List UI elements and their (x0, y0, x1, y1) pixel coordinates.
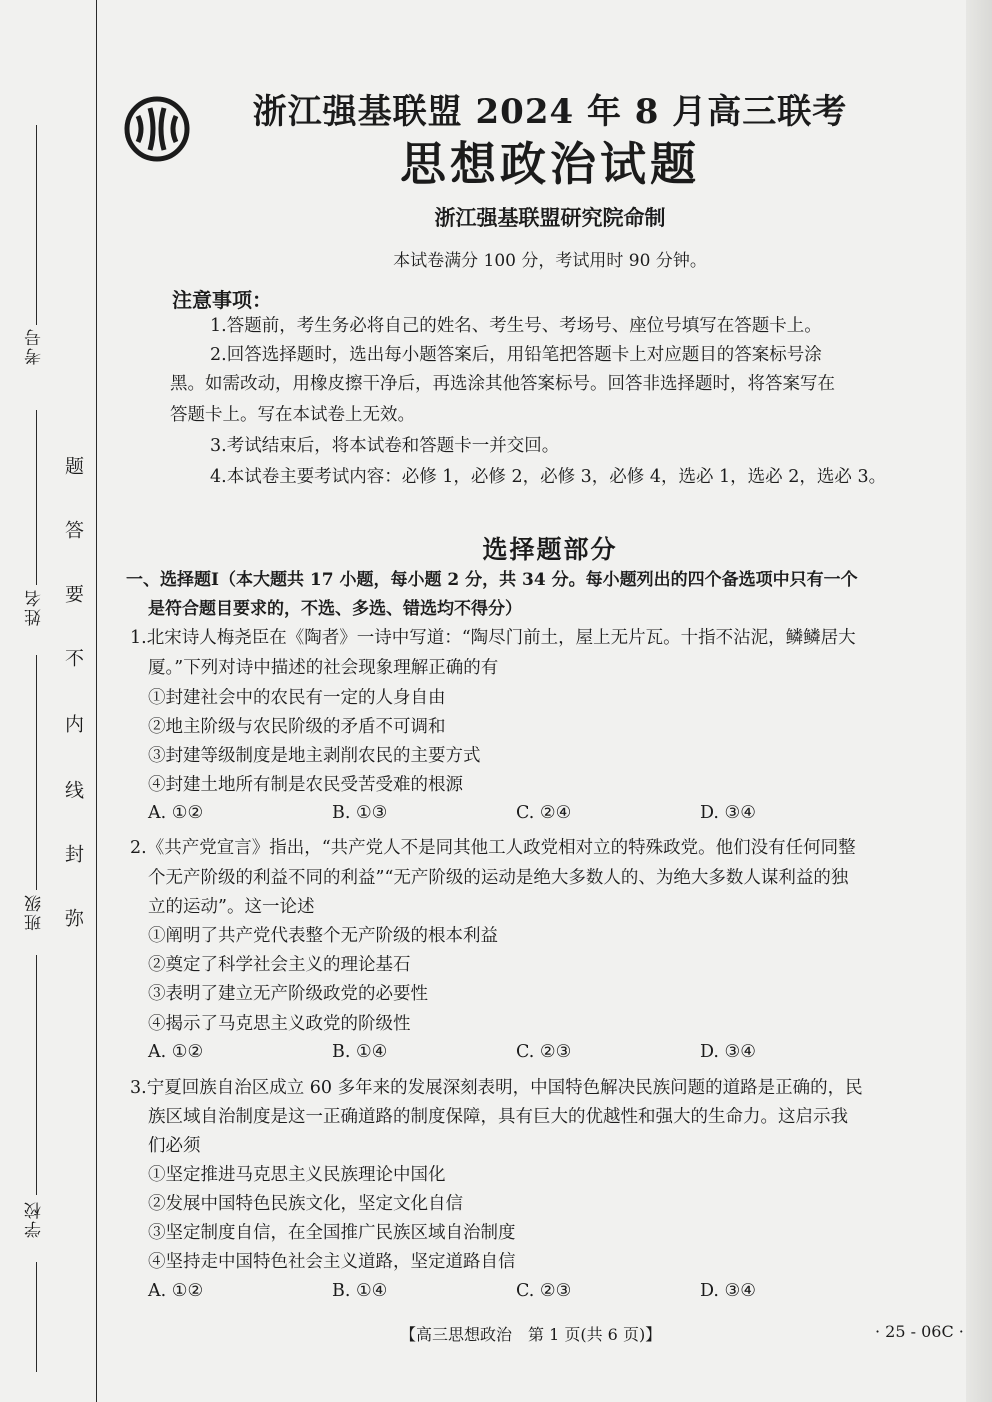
notice-line: 4.本试卷主要考试内容：必修 1，必修 2，必修 3，必修 4，选必 1，选必 2，选必 3。 (210, 467, 887, 487)
statement-item: ④揭示了马克思主义政党的阶级性 (148, 1014, 411, 1034)
option-b: B. ①③ (332, 803, 388, 823)
question-stem: 立的运动”。这一论述 (148, 897, 315, 917)
question-stem: 们必须 (148, 1136, 201, 1156)
question-stem: 族区域自治制度是这一正确道路的制度保障，具有巨大的优越性和强大的生命力。这启示我 (148, 1107, 848, 1127)
class-label: 班级 (25, 893, 45, 931)
seal-char: 不 (62, 648, 84, 667)
statement-item: ②发展中国特色民族文化，坚定文化自信 (148, 1194, 463, 1214)
name-label: 姓名 (25, 588, 45, 626)
statement-item: ③表明了建立无产阶级政党的必要性 (148, 984, 428, 1004)
option-b: B. ①④ (332, 1042, 388, 1062)
notice-line: 3.考试结束后，将本试卷和答题卡一并交回。 (210, 436, 560, 456)
statement-item: ③封建等级制度是地主剥削农民的主要方式 (148, 746, 481, 766)
statement-item: ①封建社会中的农民有一定的人身自由 (148, 688, 446, 708)
statement-item: ①坚定推进马克思主义民族理论中国化 (148, 1165, 446, 1185)
statement-item: ④封建土地所有制是农民受苦受难的根源 (148, 775, 463, 795)
paper-code: · 25 - 06C · (875, 1322, 964, 1341)
binding-line (36, 955, 37, 1195)
question-stem: 个无产阶级的利益不同的利益”“无产阶级的运动是绝大多数人的、为绝大多数人谋利益的独 (148, 868, 849, 888)
option-b: B. ①④ (332, 1281, 388, 1301)
binding-line (36, 1262, 37, 1372)
page-footer: 【高三思想政治 第 1 页(共 6 页)】 (400, 1325, 662, 1344)
notice-line: 黑。如需改动，用橡皮擦干净后，再选涂其他答案标号。回答非选择题时，将答案写在 (170, 374, 835, 394)
option-d: D. ③④ (700, 1281, 756, 1301)
section-intro: 是符合题目要求的，不选、多选、错选均不得分） (148, 599, 522, 619)
school-label: 学校 (25, 1200, 45, 1238)
exam-info: 本试卷满分 100 分，考试用时 90 分钟。 (393, 251, 707, 271)
question-stem: 3.宁夏回族自治区成立 60 多年来的发展深刻表明，中国特色解决民族问题的道路是正确的，民 (130, 1078, 863, 1098)
binding-line (36, 655, 37, 890)
option-a: A. ①② (148, 1042, 204, 1062)
notice-line: 2.回答选择题时，选出每小题答案后，用铅笔把答题卡上对应题目的答案标号涂 (210, 345, 822, 365)
option-d: D. ③④ (700, 1042, 756, 1062)
statement-item: ②奠定了科学社会主义的理论基石 (148, 955, 411, 975)
statement-item: ②地主阶级与农民阶级的矛盾不可调和 (148, 717, 446, 737)
seal-char: 要 (62, 584, 84, 603)
question-stem: 1.北宋诗人梅尧臣在《陶者》一诗中写道：“陶尽门前土，屋上无片瓦。十指不沾泥，鳞鳞居大 (130, 628, 856, 648)
page-edge-shadow (966, 0, 992, 1402)
binding-line (36, 410, 37, 585)
seal-char: 弥 (62, 908, 84, 927)
exam-title-subject: 思想政治试题 (400, 137, 700, 191)
exam-title-line1: 浙江强基联盟 2024 年 8 月高三联考 (252, 92, 848, 132)
binding-line (36, 125, 37, 325)
statement-item: ③坚定制度自信，在全国推广民族区域自治制度 (148, 1223, 516, 1243)
exam-number-label: 考号 (25, 327, 45, 365)
exam-publisher: 浙江强基联盟研究院命制 (434, 205, 666, 230)
seal-char: 答 (62, 520, 84, 539)
section-intro: 一、选择题Ⅰ（本大题共 17 小题，每小题 2 分，共 34 分。每小题列出的四个备选项中只有一个 (126, 570, 858, 590)
option-d: D. ③④ (700, 803, 756, 823)
question-stem: 厦。”下列对诗中描述的社会现象理解正确的有 (148, 658, 499, 678)
notice-heading: 注意事项： (172, 288, 272, 312)
statement-item: ④坚持走中国特色社会主义道路，坚定道路自信 (148, 1252, 516, 1272)
question-stem: 2.《共产党宣言》指出，“共产党人不是同其他工人政党相对立的特殊政党。他们没有任何同整 (130, 838, 856, 858)
notice-line: 答题卡上。写在本试卷上无效。 (170, 405, 415, 425)
option-c: C. ②③ (516, 1281, 572, 1301)
seal-char: 内 (62, 714, 84, 733)
seal-char: 题 (62, 456, 84, 475)
seal-char: 封 (62, 844, 84, 863)
option-c: C. ②④ (516, 803, 572, 823)
statement-item: ①阐明了共产党代表整个无产阶级的根本利益 (148, 926, 498, 946)
seal-char: 线 (62, 780, 84, 799)
option-c: C. ②③ (516, 1042, 572, 1062)
seal-line (96, 0, 97, 1402)
option-a: A. ①② (148, 803, 204, 823)
section-heading: 选择题部分 (482, 535, 618, 564)
notice-line: 1.答题前，考生务必将自己的姓名、考生号、考场号、座位号填写在答题卡上。 (210, 316, 822, 336)
option-a: A. ①② (148, 1281, 204, 1301)
